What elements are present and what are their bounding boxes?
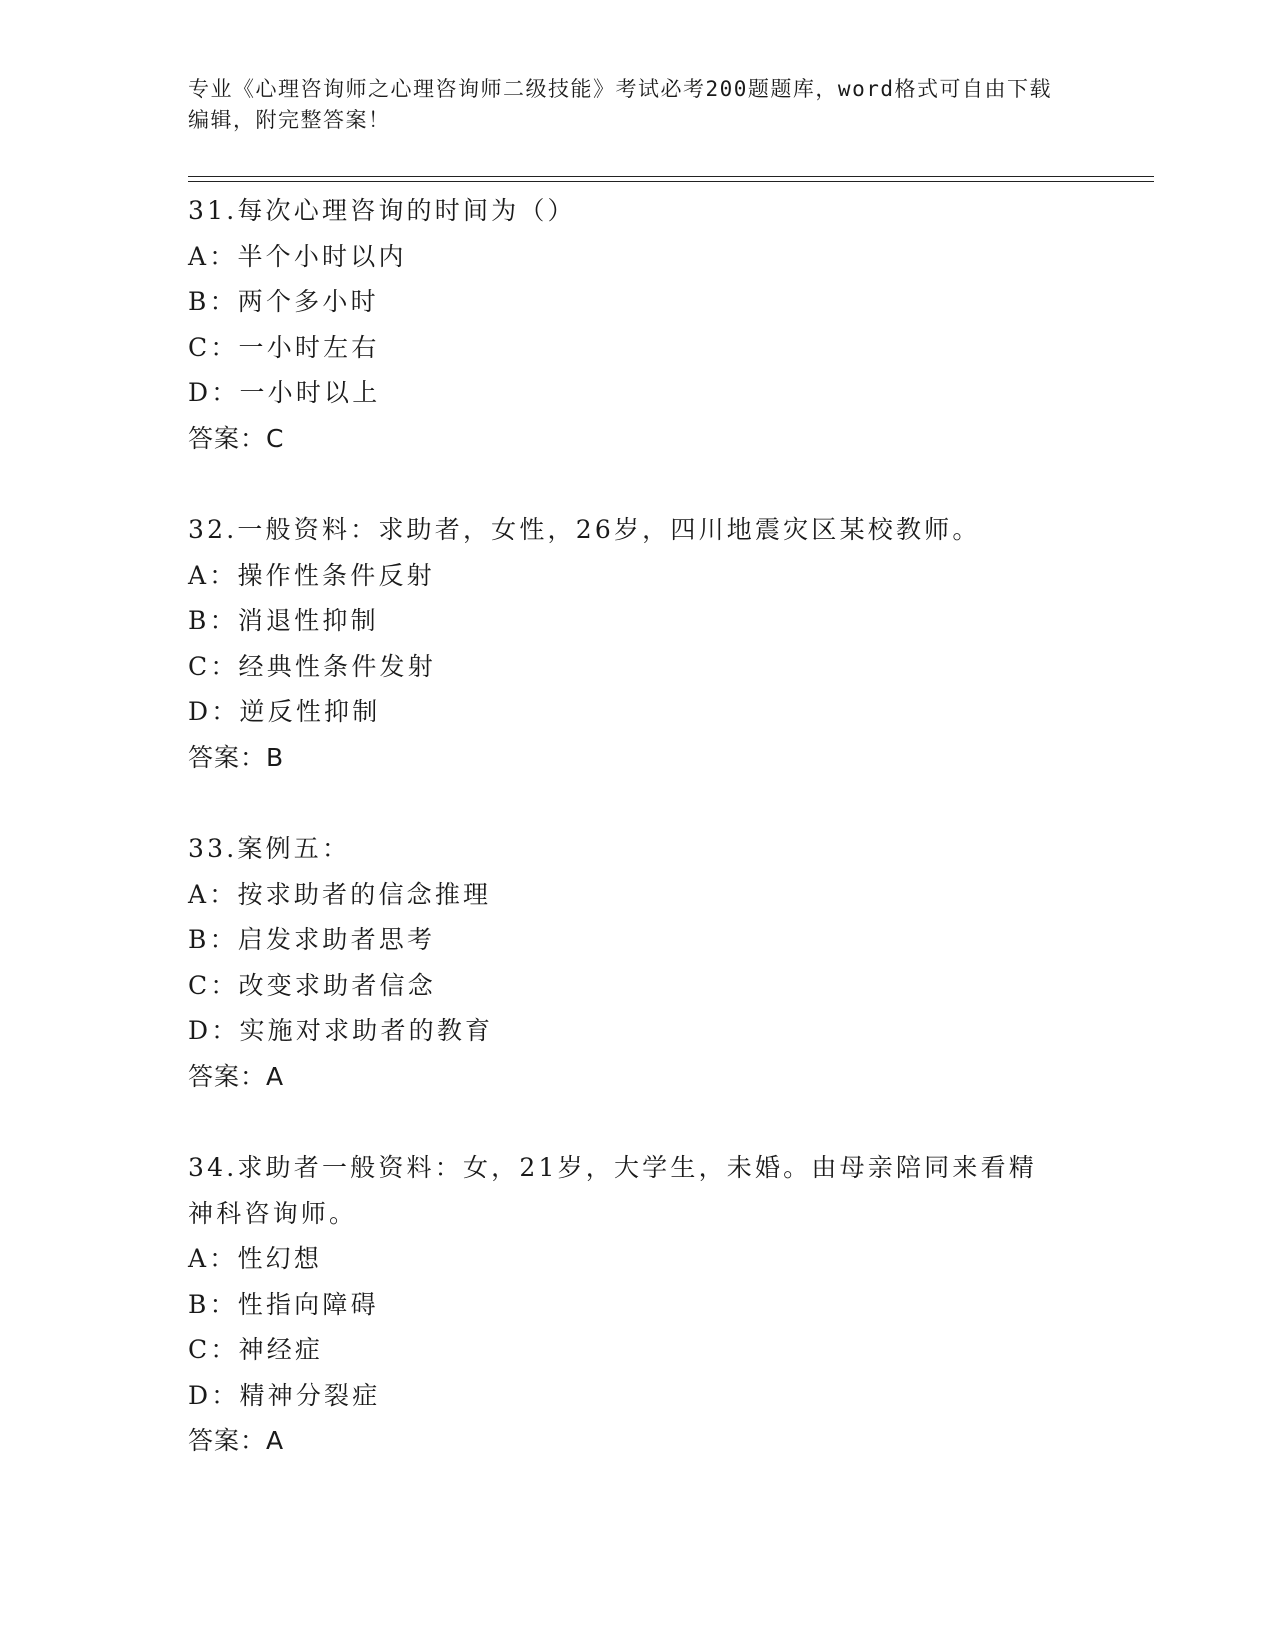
option-b: B：消退性抑制 (188, 606, 379, 635)
document-header: 专业《心理咨询师之心理咨询师二级技能》考试必考200题题库，word格式可自由下载编辑，附完整答案！ (188, 77, 1052, 132)
answer-label: 答案：B (188, 742, 285, 772)
question-stem: 34.求助者一般资料：女，21岁，大学生，未婚。由母亲陪同来看精神科咨询师。 (188, 1153, 1037, 1228)
question-list (188, 188, 1088, 1510)
question-34 (188, 1145, 1088, 1464)
question-stem: 33.案例五： (188, 834, 351, 863)
option-c: C：神经症 (188, 1335, 324, 1364)
answer-label: 答案：A (188, 1426, 285, 1455)
answer-label: 答案：C (188, 423, 285, 453)
question-33 (188, 826, 1088, 1099)
option-c: C：经典性条件发射 (188, 651, 436, 681)
option-a: A：半个小时以内 (188, 241, 407, 271)
option-b: B：启发求助者思考 (188, 925, 436, 954)
option-a: A：性幻想 (188, 1244, 323, 1273)
option-d: D：逆反性抑制 (188, 697, 381, 726)
option-b: B：两个多小时 (188, 287, 379, 316)
answer-label: 答案：A (188, 1061, 285, 1091)
question-stem: 32.一般资料：求助者，女性，26岁，四川地震灾区某校教师。 (188, 515, 981, 544)
question-31 (188, 188, 1088, 461)
option-d: D：精神分裂症 (188, 1380, 381, 1410)
question-32 (188, 507, 1088, 780)
option-b: B：性指向障碍 (188, 1289, 379, 1319)
header-divider-top (188, 176, 1154, 177)
header-divider-bottom (188, 181, 1154, 182)
option-a: A：操作性条件反射 (188, 560, 435, 590)
option-a: A：按求助者的信念推理 (188, 879, 492, 909)
option-c: C：改变求助者信念 (188, 970, 436, 1000)
option-c: C：一小时左右 (188, 332, 380, 362)
option-d: D：一小时以上 (188, 378, 381, 407)
question-stem: 31.每次心理咨询的时间为（） (188, 196, 576, 225)
option-d: D：实施对求助者的教育 (188, 1016, 494, 1045)
